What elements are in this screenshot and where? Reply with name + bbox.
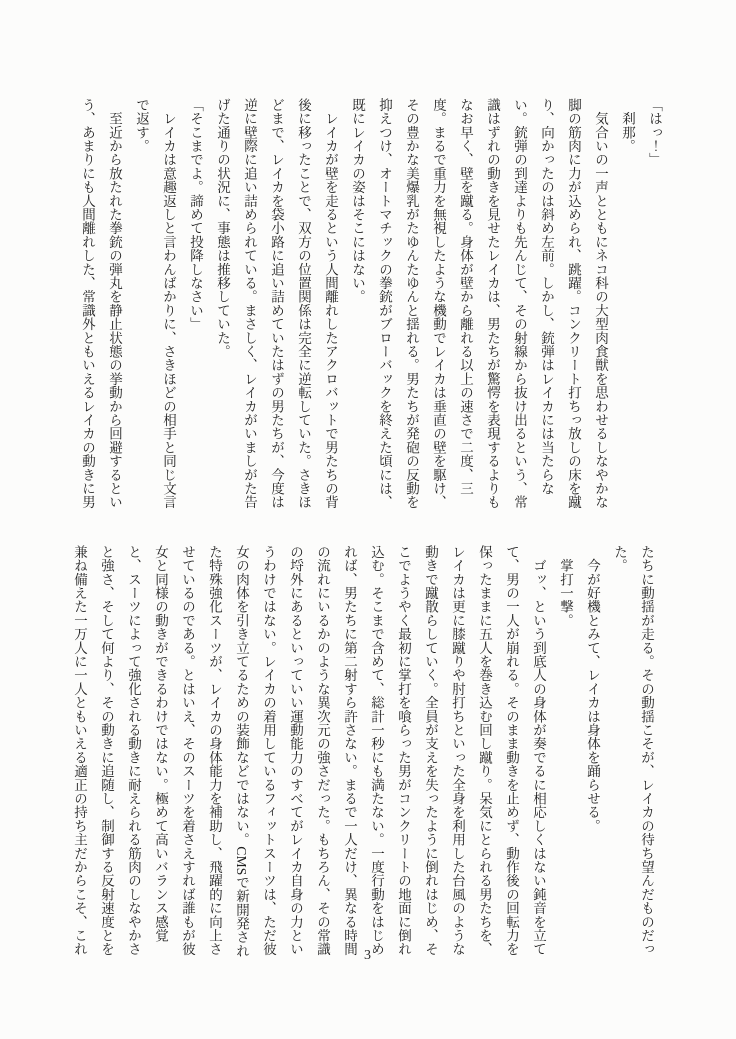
- text-line: と強さ、そして何より、その動きに追随し、制御する反射速度とを: [99, 545, 114, 956]
- text-line: 掌打一撃。: [558, 545, 573, 628]
- text-block-top: [74, 98, 668, 510]
- text-line: の埒外にあるといっていい運動能力のすべてがレイカ自身の力とい: [288, 545, 303, 956]
- text-line: り、向かったのは斜め左前。しかし、銃弾はレイカには当たらな: [539, 98, 554, 496]
- text-line: の流れにいるかのような異次元の強さだった。もちろん、その常識: [315, 545, 330, 956]
- text-line: 「はっ！」: [647, 98, 662, 167]
- text-line: どまで、レイカを袋小路に追い詰めていたはずの男たちが、今度は: [269, 98, 284, 509]
- text-line: レイカは更に膝蹴りや肘打ちといった全身を利用した台風のような: [450, 545, 465, 956]
- text-line: たちに動揺が走る。その動揺こそが、レイカの待ち望んだものだっ: [639, 545, 654, 956]
- text-line: レイカが壁を走るという人間離れしたアクロバットで男たちの背: [323, 98, 338, 509]
- text-line: 後に移ったことで、双方の位置関係は完全に逆転していた。さきほ: [296, 98, 311, 509]
- text-line: 込む。そこまで含めて、総計一秒にも満たない。一度行動をはじめ: [369, 545, 384, 956]
- text-line: れば、男たちに第二射すら許さない。まるで一人だけ、異なる時間: [342, 545, 357, 956]
- text-line: 刹那。: [620, 98, 635, 153]
- text-line: 動きで蹴散らしていく。全員が支えを失ったように倒れはじめ、そ: [423, 545, 438, 956]
- text-line: 既にレイカの姿はそこにはない。: [350, 98, 365, 304]
- text-line: い。銃弾の到達よりも先んじて、その射線から抜け出るという、常: [512, 98, 527, 509]
- text-line: と、スーツによって強化される動きに耐えられる筋肉のしなやかさ: [126, 545, 141, 956]
- text-line: 「そこまでよ。諦めて投降しなさい」: [188, 98, 203, 331]
- text-line: で返す。: [134, 98, 149, 153]
- text-line: レイカは意趣返しと言わんばかりに、さきほどの相手と同じ文言: [161, 98, 176, 509]
- text-line: 抑えつけ、オートマチックの拳銃がブローバックを終えた頃には、: [377, 98, 392, 509]
- text-line: 識はずれの動きを見せたレイカは、男たちが驚愕を表現するよりも: [485, 98, 500, 509]
- text-line: う、あまりにも人間離れした、常識外ともいえるレイカの動きに男: [80, 98, 95, 509]
- text-line: その豊かな美爆乳がたゆんたゆんと揺れる。男たちが発砲の反動を: [404, 98, 419, 509]
- text-line: 気合いの一声とともにネコ科の大型肉食獣を思わせるしなやかな: [593, 98, 608, 509]
- text-block-bottom: [66, 545, 660, 958]
- text-line: なお早く、壁を蹴る。身体が壁から離れる以上の速さで二度、三: [458, 98, 473, 496]
- page-number: 3: [364, 948, 372, 963]
- text-line: せているのである。とはいえ、そのスーツを着さえすれば誰もが彼: [180, 545, 195, 956]
- text-line: た。: [612, 545, 627, 573]
- text-line: 脚の筋肉に力が込められ、跳躍。コンクリート打ちっ放しの床を蹴: [566, 98, 581, 509]
- text-line: ゴッ、という到底人の身体が奏でるに相応しくはない鈍音を立て: [531, 545, 546, 956]
- text-line: 度。まるで重力を無視したような機動でレイカは垂直の壁を駆け、: [431, 98, 446, 509]
- text-line: て、男の一人が崩れる。そのまま動きを止めず、動作後の回転力を: [504, 545, 519, 956]
- text-line: 兼ね備えた一万人に一人ともいえる適正の持ち主だからこそ、これ: [72, 545, 87, 956]
- text-line: 至近から放たれた拳銃の弾丸を静止状態の挙動から回避するとい: [107, 98, 122, 509]
- text-line: 保ったままに五人を巻き込む回し蹴り。呆気にとられる男たちを、: [477, 545, 492, 956]
- text-line: 逆に壁際に追い詰められている。まさしく、レイカがいましがた告: [242, 98, 257, 509]
- text-line: こでようやく最初に掌打を喰らった男がコンクリートの地面に倒れ: [396, 545, 411, 956]
- text-line: 女の肉体を引き立てるための装飾などではない。CMSで新開発され: [234, 545, 249, 958]
- text-line: げた通りの状況に、事態は推移していた。: [215, 98, 230, 359]
- text-line: 今が好機とみて、レイカは身体を踊らせる。: [585, 545, 600, 833]
- text-line: た特殊強化スーツが、レイカの身体能力を補助し、飛躍的に向上さ: [207, 545, 222, 956]
- text-line: 女と同様の動きができるわけではない。極めて高いバランス感覚: [153, 545, 168, 943]
- text-line: うわけではない。レイカの着用しているフィットスーツは、ただ彼: [261, 545, 276, 956]
